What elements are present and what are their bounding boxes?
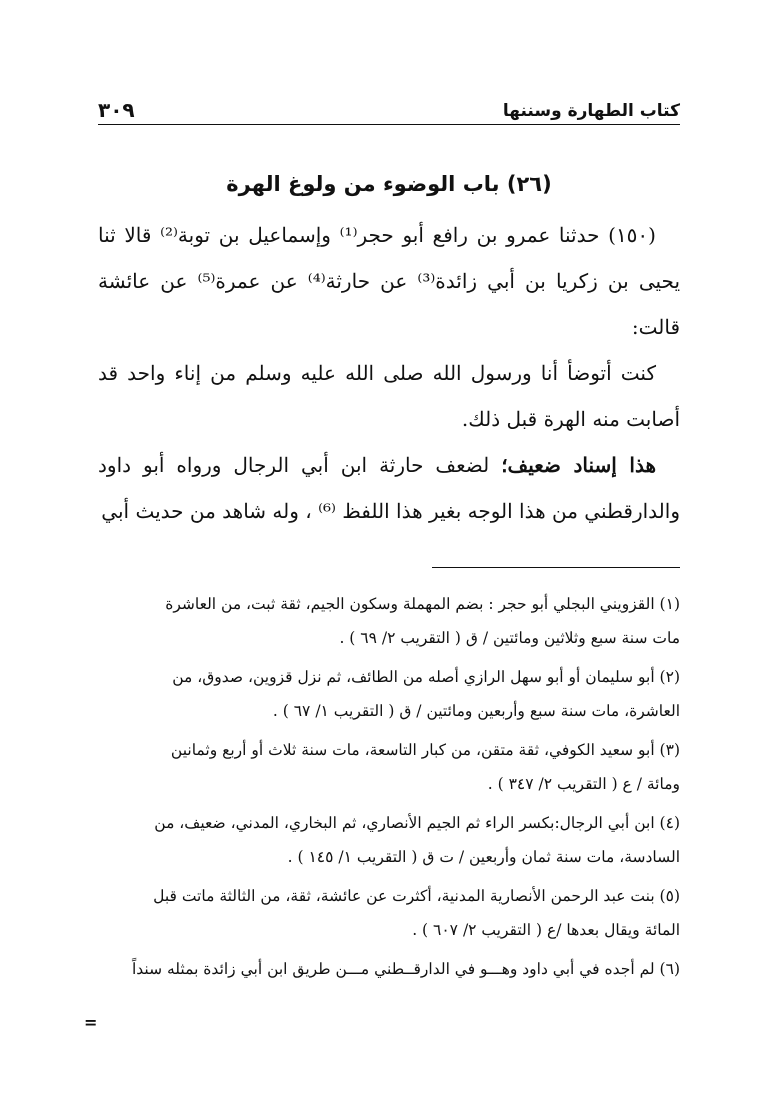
footnote-5-line1: (٥) بنت عبد الرحمن الأنصارية المدنية، أكثرت عن عائشة، ثقة، من الثالثة ماتت قبل [153, 887, 680, 905]
footnote-4-line1: (٤) ابن أبي الرجال:بكسر الراء ثم الجيم الأنصاري، ثم البخاري، المدني، ضعيف، من [154, 814, 680, 832]
footnote-1-line1: (١) القزويني البجلي أبو حجر : بضم المهملة وسكون الجيم، ثقة ثبت، من العاشرة [165, 595, 680, 613]
footnote-3-line2: ومائة / ع ( التقريب ٢/ ٣٤٧ ) . [487, 774, 680, 793]
footnote-5-line2: المائة ويقال بعدها /ع ( التقريب ٢/ ٦٠٧ ) . [412, 920, 680, 939]
main-text [98, 212, 680, 534]
hadith-isnad: (١٥٠) حدثنا عمرو بن رافع أبو حجر⁽¹⁾ وإسماعيل بن توبة⁽²⁾ قالا ثنا يحيى بن زكريا بن أبي زائدة⁽³⁾ عن حارثة⁽⁴⁾ عن عمرة⁽⁵⁾ عن عائشة قالت: [98, 223, 681, 339]
grade-commentary: لضعف حارثة ابن أبي الرجال ورواه أبو داود والدارقطني من هذا الوجه بغير هذا اللفظ ⁽⁶⁾ ، وله شاهد من حديث أبي [98, 453, 680, 523]
footnote-2 [98, 661, 680, 728]
page-number: ٣٠٩ [98, 98, 135, 122]
hadith-grade [98, 442, 680, 534]
grade-label: هذا إسناد ضعيف؛ [501, 453, 656, 477]
footnote-divider [432, 567, 680, 568]
footnote-2-line1: (٢) أبو سليمان أو أبو سهل الرازي أصله من الطائف، ثم نزل قزوين، صدوق، من [172, 668, 680, 686]
footnote-4 [98, 807, 680, 874]
footnote-2-line2: العاشرة، مات سنة سبع وأربعين ومائتين / ق ( التقريب ١/ ٦٧ ) . [272, 701, 680, 720]
hadith-matn: كنت أتوضأ أنا ورسول الله صلى الله عليه وسلم من إناء واحد قد أصابت منه الهرة قبل ذلك. [98, 361, 680, 431]
footnote-3 [98, 734, 680, 801]
footnote-1-line2: مات سنة سبع وثلاثين ومائتين / ق ( التقريب ٢/ ٦٩ ) . [339, 628, 680, 647]
footnote-5 [98, 880, 680, 947]
footnote-1 [98, 588, 680, 655]
chapter-title: (٢٦) باب الوضوء من ولوغ الهرة [226, 172, 552, 196]
footnote-6 [98, 953, 680, 987]
continuation-mark: = [84, 1013, 98, 1032]
footnote-3-line1: (٣) أبو سعيد الكوفي، ثقة متقن، من كبار التاسعة، مات سنة ثلاث أو أربع وثمانين [170, 741, 680, 759]
header-title: كتاب الطهارة وسننها [502, 101, 680, 121]
footnotes [98, 588, 680, 993]
running-header [98, 94, 680, 125]
footnote-6-line1: (٦) لم أجده في أبي داود وهـــو في الدارقــطني مـــن طريق ابن أبي زائدة بمثله سنداً [131, 960, 680, 978]
footnote-4-line2: السادسة، مات سنة ثمان وأربعين / ت ق ( التقريب ١/ ١٤٥ ) . [287, 847, 680, 866]
